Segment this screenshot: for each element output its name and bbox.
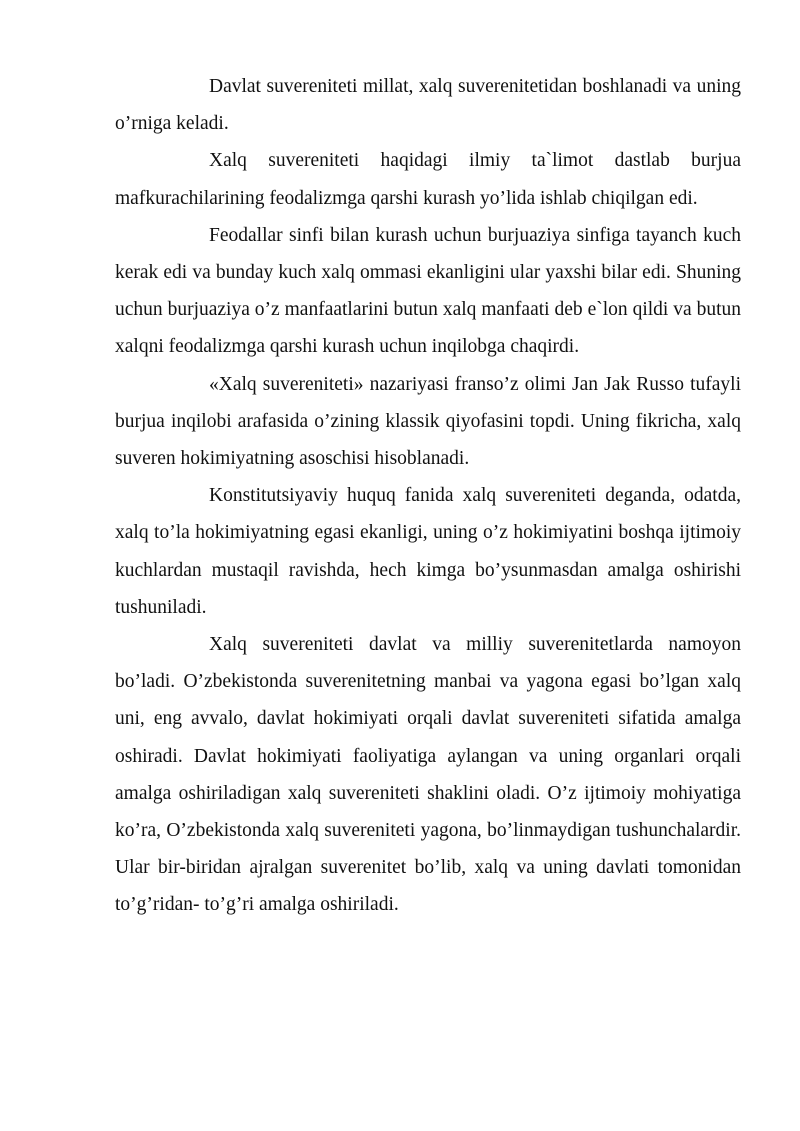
paragraph-3: Feodallar sinfi bilan kurash uchun burjuaziya sinfiga tayanch kuch kerak edi va bunday kuch xalq ommasi ekanligini ular yaxshi bilar edi. Shuning uchun burjuaziya o’z manfaatlarini butun xalq manfaati deb e`lon qildi va butun xalqni feodalizmga qarshi kurash uchun inqilobga chaqirdi. <box>115 224 741 358</box>
paragraph-1: Davlat suvereniteti millat, xalq suverenitetidan boshlanadi va uning o’rniga keladi. <box>115 76 741 135</box>
paragraph-5: Konstitutsiyaviy huquq fanida xalq suvereniteti deganda, odatda, xalq to’la hokimiyatning egasi ekanligi, uning o’z hokimiyatini boshqa ijtimoiy kuchlardan mustaqil ravishda, hech kimga bo’ysunmasdan amalga oshirishi tushuniladi. <box>115 485 741 618</box>
document-body <box>115 68 741 924</box>
paragraph-4: «Xalq suvereniteti» nazariyasi franso’z olimi Jan Jak Russo tufayli burjua inqilobi arafasida o’zining klassik qiyofasini topdi. Uning fikricha, xalq suveren hokimiyatning asoschisi hisoblanadi. <box>115 373 741 470</box>
paragraph-6: Xalq suvereniteti davlat va milliy suverenitetlarda namoyon bo’ladi. O’zbekistonda suverenitetning manbai va yagona egasi bo’lgan xalq uni, eng avvalo, davlat hokimiyati orqali davlat suvereniteti sifatida amalga oshiradi. Davlat hokimiyati faoliyatiga aylangan va uning organlari orqali amalga oshiriladigan xalq suvereniteti shaklini oladi. O’z ijtimoiy mohiyatiga ko’ra, O’zbekistonda xalq suvereniteti yagona, bo’linmaydigan tushunchalardir. Ular bir-biridan ajralgan suverenitet bo’lib, xalq va uning davlati tomonidan to’g’ridan- to’g’ri amalga oshiriladi. <box>115 634 741 916</box>
paragraph-2: Xalq suvereniteti haqidagi ilmiy ta`limot dastlab burjua mafkurachilarining feodalizmga qarshi kurash yo’lida ishlab chiqilgan edi. <box>115 150 741 209</box>
